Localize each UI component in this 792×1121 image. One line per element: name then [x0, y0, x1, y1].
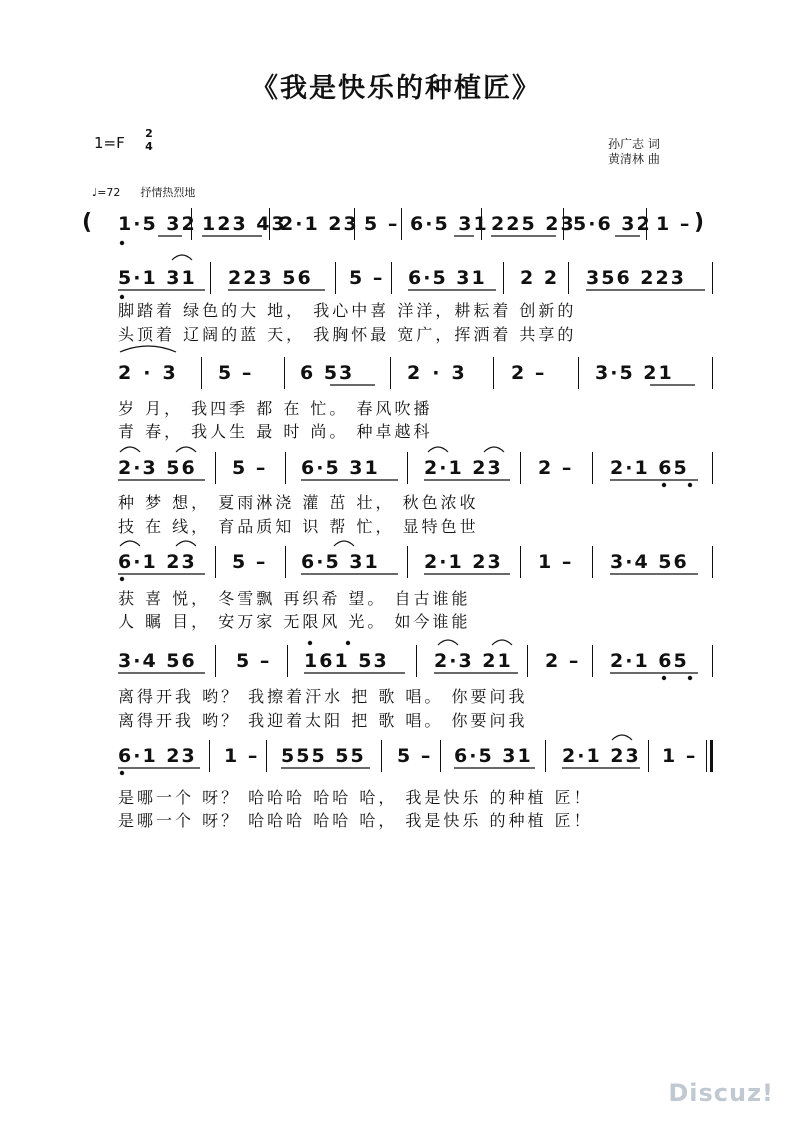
lyrics-verse-2: 人 瞩 目， 安万家 无限风 光。 如今谁能 [118, 612, 471, 631]
measure: 5 – [397, 745, 433, 767]
measure: 2·1 23 [562, 745, 641, 767]
measure: 3·4 56 [610, 551, 689, 573]
intro-open-paren: ( [82, 210, 93, 235]
slur-mark [176, 447, 196, 452]
slur-mark [120, 447, 140, 452]
measure: 2 – [545, 650, 581, 672]
measure: 2·1 23 [424, 551, 503, 573]
lyrics-verse-1: 岁 月， 我四季 都 在 忙。 春风吹播 [118, 399, 433, 418]
tempo-marking: 抒情热烈地 [140, 186, 196, 199]
measure: 1 – [538, 551, 574, 573]
lyrics-verse-2: 青 春， 我人生 最 时 尚。 种卓越科 [118, 422, 433, 441]
measure: 5 – [232, 551, 268, 573]
lyrics-verse-1: 种 梦 想， 夏雨淋浇 灌 茁 壮， 秋色浓收 [118, 493, 479, 512]
lyrics-verse-2: 头顶着 辽阔的蓝 天， 我胸怀最 宽广，挥洒着 共享的 [118, 325, 577, 344]
measure: 555 55 [281, 745, 366, 767]
measure: 6 53 [300, 362, 355, 384]
lyrics-verse-1: 获 喜 悦， 冬雪飘 再织希 望。 自古谁能 [118, 589, 471, 608]
octave-dot [346, 641, 350, 645]
slur-mark [120, 346, 176, 352]
slur-mark [334, 541, 354, 546]
octave-dot [662, 676, 666, 680]
measure: 5 – [349, 267, 385, 289]
lyrics-verse-2: 是哪一个 呀？ 哈哈哈 哈哈 哈， 我是快乐 的种植 匠！ [118, 811, 593, 830]
lyrics-verse-1: 是哪一个 呀？ 哈哈哈 哈哈 哈， 我是快乐 的种植 匠！ [118, 788, 593, 807]
measure: 1 – [662, 745, 698, 767]
measure: 5 – [218, 362, 254, 384]
key-signature: 1=F [94, 134, 125, 152]
slur-mark [438, 640, 458, 645]
measure: 6·5 31 [408, 267, 487, 289]
intro-close-paren: ) [694, 210, 705, 235]
intro-measure: 225 23 [491, 213, 576, 235]
measure: 161 53 [304, 650, 389, 672]
lyrics-verse-1: 脚踏着 绿色的大 地， 我心中喜 洋洋，耕耘着 创新的 [118, 301, 577, 320]
measure: 2·3 [118, 362, 188, 384]
octave-dot [308, 641, 312, 645]
octave-dot [120, 771, 124, 775]
watermark: Discuz! [668, 1079, 774, 1107]
measure: 2·3 21 [434, 650, 513, 672]
lyricist-credit: 孙广志 词 [608, 137, 660, 151]
intro-measure: 1·5 32 [118, 213, 197, 235]
intro-measure: 1 – [656, 213, 692, 235]
measure: 5 – [236, 650, 272, 672]
time-signature-bottom: 4 [145, 140, 153, 153]
measure: 356 223 [586, 267, 686, 289]
octave-dot [662, 483, 666, 487]
intro-measure: 2·1 23 [280, 213, 359, 235]
composer-credit: 黄清林 曲 [608, 152, 660, 166]
measure: 2 – [511, 362, 547, 384]
slur-mark [176, 541, 196, 546]
intro-measure: 123 43 [202, 213, 287, 235]
slur-mark [484, 447, 504, 452]
octave-dot [120, 577, 124, 581]
measure: 223 56 [228, 267, 313, 289]
slur-mark [172, 255, 192, 260]
octave-dot [688, 676, 692, 680]
intro-measure: 6·5 31 [410, 213, 489, 235]
tempo-bpm: ♩=72 [92, 186, 121, 199]
measure: 6·1 23 [118, 745, 197, 767]
measure: 2·1 65 [610, 457, 689, 479]
time-signature-top: 2 [145, 127, 153, 140]
slur-mark [492, 640, 512, 645]
lyrics-verse-2: 技 在 线， 育品质知 识 帮 忙， 显特色世 [118, 517, 479, 536]
measure: 3·4 56 [118, 650, 197, 672]
measure: 6·1 23 [118, 551, 197, 573]
lyrics-verse-2: 离得开我 哟？ 我迎着太阳 把 歌 唱。 你要问我 [118, 711, 528, 730]
measure: 6·5 31 [301, 551, 380, 573]
measure: 5 – [232, 457, 268, 479]
octave-dot [120, 295, 124, 299]
measure: 2·3 [407, 362, 477, 384]
measure: 2·3 56 [118, 457, 197, 479]
measure: 2 – [538, 457, 574, 479]
intro-measure: 5·6 32 [573, 213, 652, 235]
measure: 5·1 31 [118, 267, 197, 289]
slur-mark [612, 735, 632, 740]
measure: 2·1 65 [610, 650, 689, 672]
measure: 6·5 31 [301, 457, 380, 479]
lyrics-verse-1: 离得开我 哟？ 我擦着汗水 把 歌 唱。 你要问我 [118, 687, 528, 706]
measure: 6·5 31 [454, 745, 533, 767]
song-title: 《我是快乐的种植匠》 [251, 73, 541, 104]
measure: 3·5 21 [595, 362, 674, 384]
intro-measure: 5 – [364, 213, 400, 235]
octave-dot [120, 241, 124, 245]
slur-mark [120, 541, 140, 546]
measure: 1 – [224, 745, 260, 767]
slur-mark [428, 447, 448, 452]
octave-dot [688, 483, 692, 487]
measure: 2 2 [520, 267, 560, 289]
measure: 2·1 23 [424, 457, 503, 479]
